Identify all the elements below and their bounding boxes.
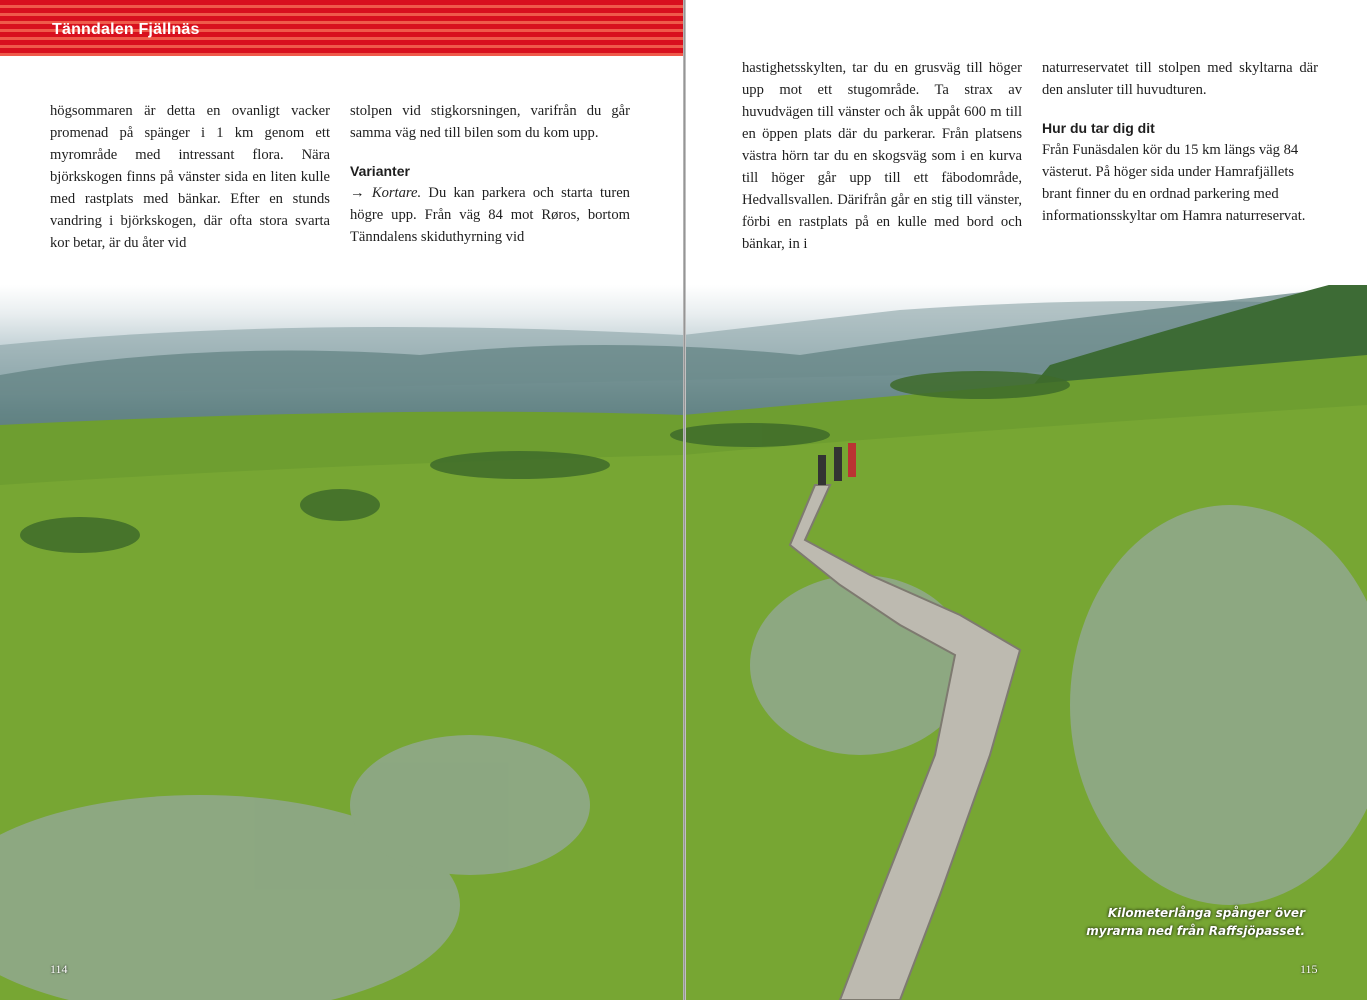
arrow-icon: →	[350, 185, 365, 201]
page-number-right: 115	[1300, 962, 1318, 976]
left-page-column-1	[50, 100, 330, 254]
body-text: hastighetsskylten, tar du en grusväg till höger upp mot ett stugområde. Ta strax av huvudvägen till vänster och åk uppåt 600 m till en öppen plats där du parkerar. Från platsens västra hörn tar du en skogsväg som i en kurva till höger går upp till ett fäbodområde, Hedvallsvallen. Därifrån går en stig till vänster, förbi en rastplats på en kulle med bord och bänkar, in i	[742, 60, 1022, 252]
variant-label: Kortare.	[371, 185, 422, 201]
body-text: Du kan parkera och starta turen högre upp. Från väg 84 mot Røros, bortom Tänndalens skiduthyrning vid	[350, 185, 630, 245]
right-page-column-1	[742, 57, 1022, 255]
left-page-column-2	[350, 100, 630, 248]
section-heading-varianter: Varianter	[350, 163, 410, 179]
right-page-column-2	[1042, 57, 1318, 227]
body-text: högsommaren är detta en ovanligt vacker promenad på spänger i 1 km genom ett myrområde med intressant flora. Nära björkskogen finns på vänster sida en liten kulle med rastplats med bänkar. Efter en stunds vandring i björkskogen, där ofta stora svarta kor betar, är du åter vid	[50, 103, 330, 251]
photo-caption: Kilometerlånga spånger över myrarna ned från Raffsjöpasset.	[1086, 906, 1305, 938]
variant-text	[350, 182, 630, 248]
body-text: stolpen vid stigkorsningen, varifrån du går samma väg ned till bilen som du kom upp.	[350, 103, 630, 141]
page-number-left: 114	[50, 962, 68, 976]
body-text: Från Funäsdalen kör du 15 km längs väg 84 västerut. På höger sida under Hamrafjällets brant finner du en ordnad parkering med informationsskyltar om Hamra naturreservat.	[1042, 142, 1306, 224]
body-text: naturreservatet till stolpen med skyltarna där den ansluter till huvudturen.	[1042, 60, 1318, 98]
chapter-title: Tänndalen Fjällnäs	[52, 21, 200, 38]
section-heading-directions: Hur du tar dig dit	[1042, 120, 1155, 136]
book-gutter	[683, 0, 686, 1000]
chapter-header-band	[0, 0, 683, 56]
